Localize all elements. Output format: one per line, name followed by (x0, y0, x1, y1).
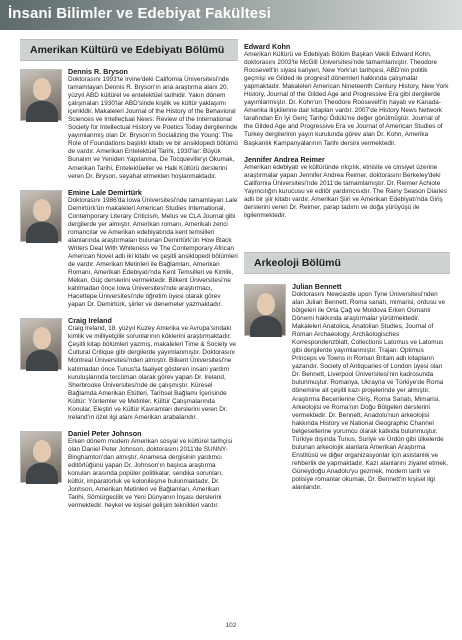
faculty-entry-bryson (20, 67, 238, 181)
person-name: Daniel Peter Johnson (68, 428, 142, 438)
faculty-entry-kohn (244, 42, 450, 148)
section-title-archaeology: Arkeoloji Bölümü (254, 256, 341, 269)
portrait-photo-demirturk (20, 190, 62, 242)
person-bio: Amerikan edebiyatı ve kültüründe ırkçılık, etnisite ve cinsiyet üzerine araştırmalar yapan Jennifer Andrea Reimer, doktorasını Berkeley'deki California Üniversitesi'nde 2011'de tamamlamıştır. Dr. Reimer Achiote Yayıncılığın kurucusu ve editör yardımcısıdır. The Rainy Season Diaries adlı bir şiir kitabı vardır. Amerikan Şiiri ve Amerikan Edebiyatı'nda Giriş derslerini veren Dr. Reimer, parap tadımı ve doğa yürüyüşü ile ilgilenmektedir. (244, 163, 447, 219)
faculty-entry-ireland (20, 316, 238, 422)
person-bio: Amerikan Kültürü ve Edebiyatı Bölüm Başkan Vekili Edward Kohn, doktorasını 2003'te McGill Üniversitesi'nde tamamlamıştır. Theodore Roosevelt'in siyasi kariyeri, New York'un tarihçesi, ABD'nin politik geçmişi ve Gilded ile progresif dönemleri hakkında çalışmalar yapmaktadır. Makaleleri American Nineteenth Century History, New York History, Journal of the Gilded Age and Progressive Era gibi dergilerde yayımlanmıştır. Dr. Kohn'un Theodore Roosevelt'in hayatı ve Kanada-Amerika ilişkilerine dair kitapları vardır. 2007'de History News Network tarafından En İyi Genç Tarihçi Ödülü'ne değer görülmüştür. Journal of the Gilded Age and Progressive Era ve Journal of American Studies of Turkey dergilerinin yayın kurulunda görev alan Dr. Kohn, Amerika Başkanlık Kampanyalarının Tarihi dersini vermektedir. (244, 51, 449, 147)
section-header-archaeology (244, 252, 450, 274)
person-bio: Doktorasını 1986'da Iowa Üniversitesi'nde tamamlayan Lale Demirtürk'ün makaleleri American Studies International, Contemporary Literary Criticism, Melus ve CLA Journal gibi dergilerde yer almıştır. Amerikan romanı, Amerikalı zenci romancılar ve Amerikan edebiyatında kent temsilleri alanlarında araştırmaları bulunan Demirtürk'ün How Black Writers Deal With Whiteness ve The Contemporary African American Novel adlı iki kitabı ve çeşitli ansiklopedi bölümleri de vardır. Amerikan Metinleri ile Bağlamları, Amerikan Romanı, Amerikan Edebiyatı'nda Kent Temsilleri ve Kimlik, Mekan, Güç derslerini vermektedir. Bilkent Üniversitesi'ne katılmadan önce Iowa Üniversitesi'nde araştırmacı, Hacettepe Üniversitesi'nde öğretim üyesi olarak görev yapan Dr. Demirtürk, şiirler ve denemeler yazmaktadır. (68, 196, 238, 309)
portrait-photo-johnson (20, 431, 62, 483)
faculty-entry-reimer (244, 155, 450, 220)
person-bio: Doktorasını Newcastle upon Tyne Üniversitesi'nden alan Julian Bennett, Roma sanatı, mimarisi, ordusu ve bölgeleri ile Orta Çağ ve Moldova Erken Osmanlı Dönemi hakkında araştırmalar yürütmektedir. Makaleleri Anatolica, Anatolian Studies, Journal of Roman Archaeology, Archäologisches Korrespondenzblatt, Collections Latomus ve Latomus gibi dergilerde yayımlanmıştır. Trajan: Optimus Princeps ve Towns in Roman Britain adlı kitapların yazarıdır. Society of Antiquaries of London üyesi olan Dr. Bennett, Liverpool Üniversitesi'nin kadrosunda bulunmuştur. Romanya, Ukrayna ve Türkiye'de Roma dönemine ait çeşitli kazı projelerinde yer almıştır. Araştırma Becerilerine Giriş, Roma Sanatı, Mimarisi, Arkeolojisi ve Roma'nın Doğu Bölgeleri derslerini vermektedir. Dr. Bennett, Anadolu'nun arkeolojisi hakkında History ve National Geographic Channel belgesellerine yorumcu olarak katkıda bulunmuştur. Türkiye dışında Tunus, Suriye ve Ürdün gibi ülkelerde bulunan arkeolojik alanlara Amerikan Araştırma Enstitüsü ve diğer organizasyonlar için asistanlık ve rehberlik de yapmaktadır. Kazı alanlarını ziyaret etmek, Güneydoğu Anadolu'yu gezmek, modern tarih ve polisiye romanlar okumak, Dr. Bennett'in kişisel ilgi alanlarıdır. (292, 290, 448, 492)
page-number: 102 (225, 622, 237, 629)
person-name: Craig Ireland (68, 316, 112, 326)
left-column (20, 34, 238, 510)
faculty-title: İnsani Bilimler ve Edebiyat Fakültesi (8, 5, 271, 22)
section-title-american: Amerikan Kültürü ve Edebiyatı Bölümü (30, 44, 225, 56)
faculty-entry-demirturk (20, 188, 238, 310)
portrait-photo-ireland (20, 318, 62, 370)
person-name: Dennis R. Bryson (68, 67, 128, 76)
portrait-photo-bennett (244, 284, 286, 336)
person-name: Jennifer Andrea Reimer (244, 154, 325, 164)
person-bio: Erken dönem modern Amerikan sosyal ve kültürel tarihçisi olan Daniel Peter Johnson, doktorasını 2011'de SUNNY-Binghamton'dan almıştır. Anamesa dergisinin yardımcı editörlüğünü yapan Dr. Johnson'ın başlıca araştırma konuları arasında popüler politikalar, sendika sorunları, kültür, imparatorluk ve kolonileşme bulunmaktadır. Dr. Jonhson, Amerikan Metinleri ve Bağlamları, Amerikan Tarihi, Sömürgecilik ve Yeni Dünyanın İnşası derslerini vermektedir. heykel ve kişisel gelişim teknikleri vardır. (68, 437, 233, 510)
portrait-photo-bryson (20, 69, 62, 121)
person-name: Emine Lale Demirtürk (68, 187, 142, 197)
right-column (244, 34, 450, 492)
person-bio: Craig Ireland, 18. yüzyıl Kuzey Amerika ve Avrupa'sındaki kimlik ve milliyetçilik sorunlarının köklerini araştırmaktadır. Çeşitli kitap bölümleri yazmış, makaleleri Time & Society ve Cultural Critique gibi dergilerde yayımlanmıştır. Doktorasını Montreal Üniversitesi'nden almıştır. Bilkent Üniversitesi'ne katılmadan önce Tunus'ta faaliyet gösteren insani yardım kuruluşlarında tercüman olarak görev yapan Dr. Ireland, Sherbrooke Üniversitesi'nde de çalışmıştır. Küresel Bağlamda Amerikan Etütleri, Tarihsel Bağlamı İçerisinde Kültür: Yöntemler ve Metinler, Kültür Çalışmalarında Konular, Eleştiri ve Kültür Kavramları derslerini veren Dr. Ireland'ın özel ilgi alanı Amerikan arabalarıdır. (68, 325, 236, 421)
section-header-american (20, 39, 238, 61)
person-name: Julian Bennett (292, 281, 342, 291)
person-bio: Doktorasını 1993'te Irvine'deki California Üniversitesi'nde tamamlayan Dennis R. Bryson'ın ana araştırma alanı 20. yüzyıl ABD kültürel ve entelektüel tarihidir. Yakın dönem çalışmaları 1930'lar ABD'sinde kişilik ve kültür yaklaşımı içerikldir. Makaleleri Journal of the History of the Behavioral Sciences ve Intellectual News: Review of the International Society for Intellectual History ve Poetics Today dergilerinde yayımlanmış olan Dr. Bryson'ın Socializing the Young: The Role of Foundations başlıklı kitabı ve bir ansiklopedi bölümü de vardır. Amerikan Entelektüel Tarihi, 1930'lar: Büyük Bunalım ve Yeniden Yapılanma, De Tocqueville'yi Okumak, Amerikan Tarihi, Entelektüeller ve Halk Kültürü derslerini veren Dr. Bryson, seyahat etmekten hoşlanmaktadır. (68, 76, 238, 180)
faculty-entry-bennett (244, 282, 450, 492)
faculty-entry-johnson (20, 429, 238, 510)
person-name: Edward Kohn (244, 42, 291, 51)
